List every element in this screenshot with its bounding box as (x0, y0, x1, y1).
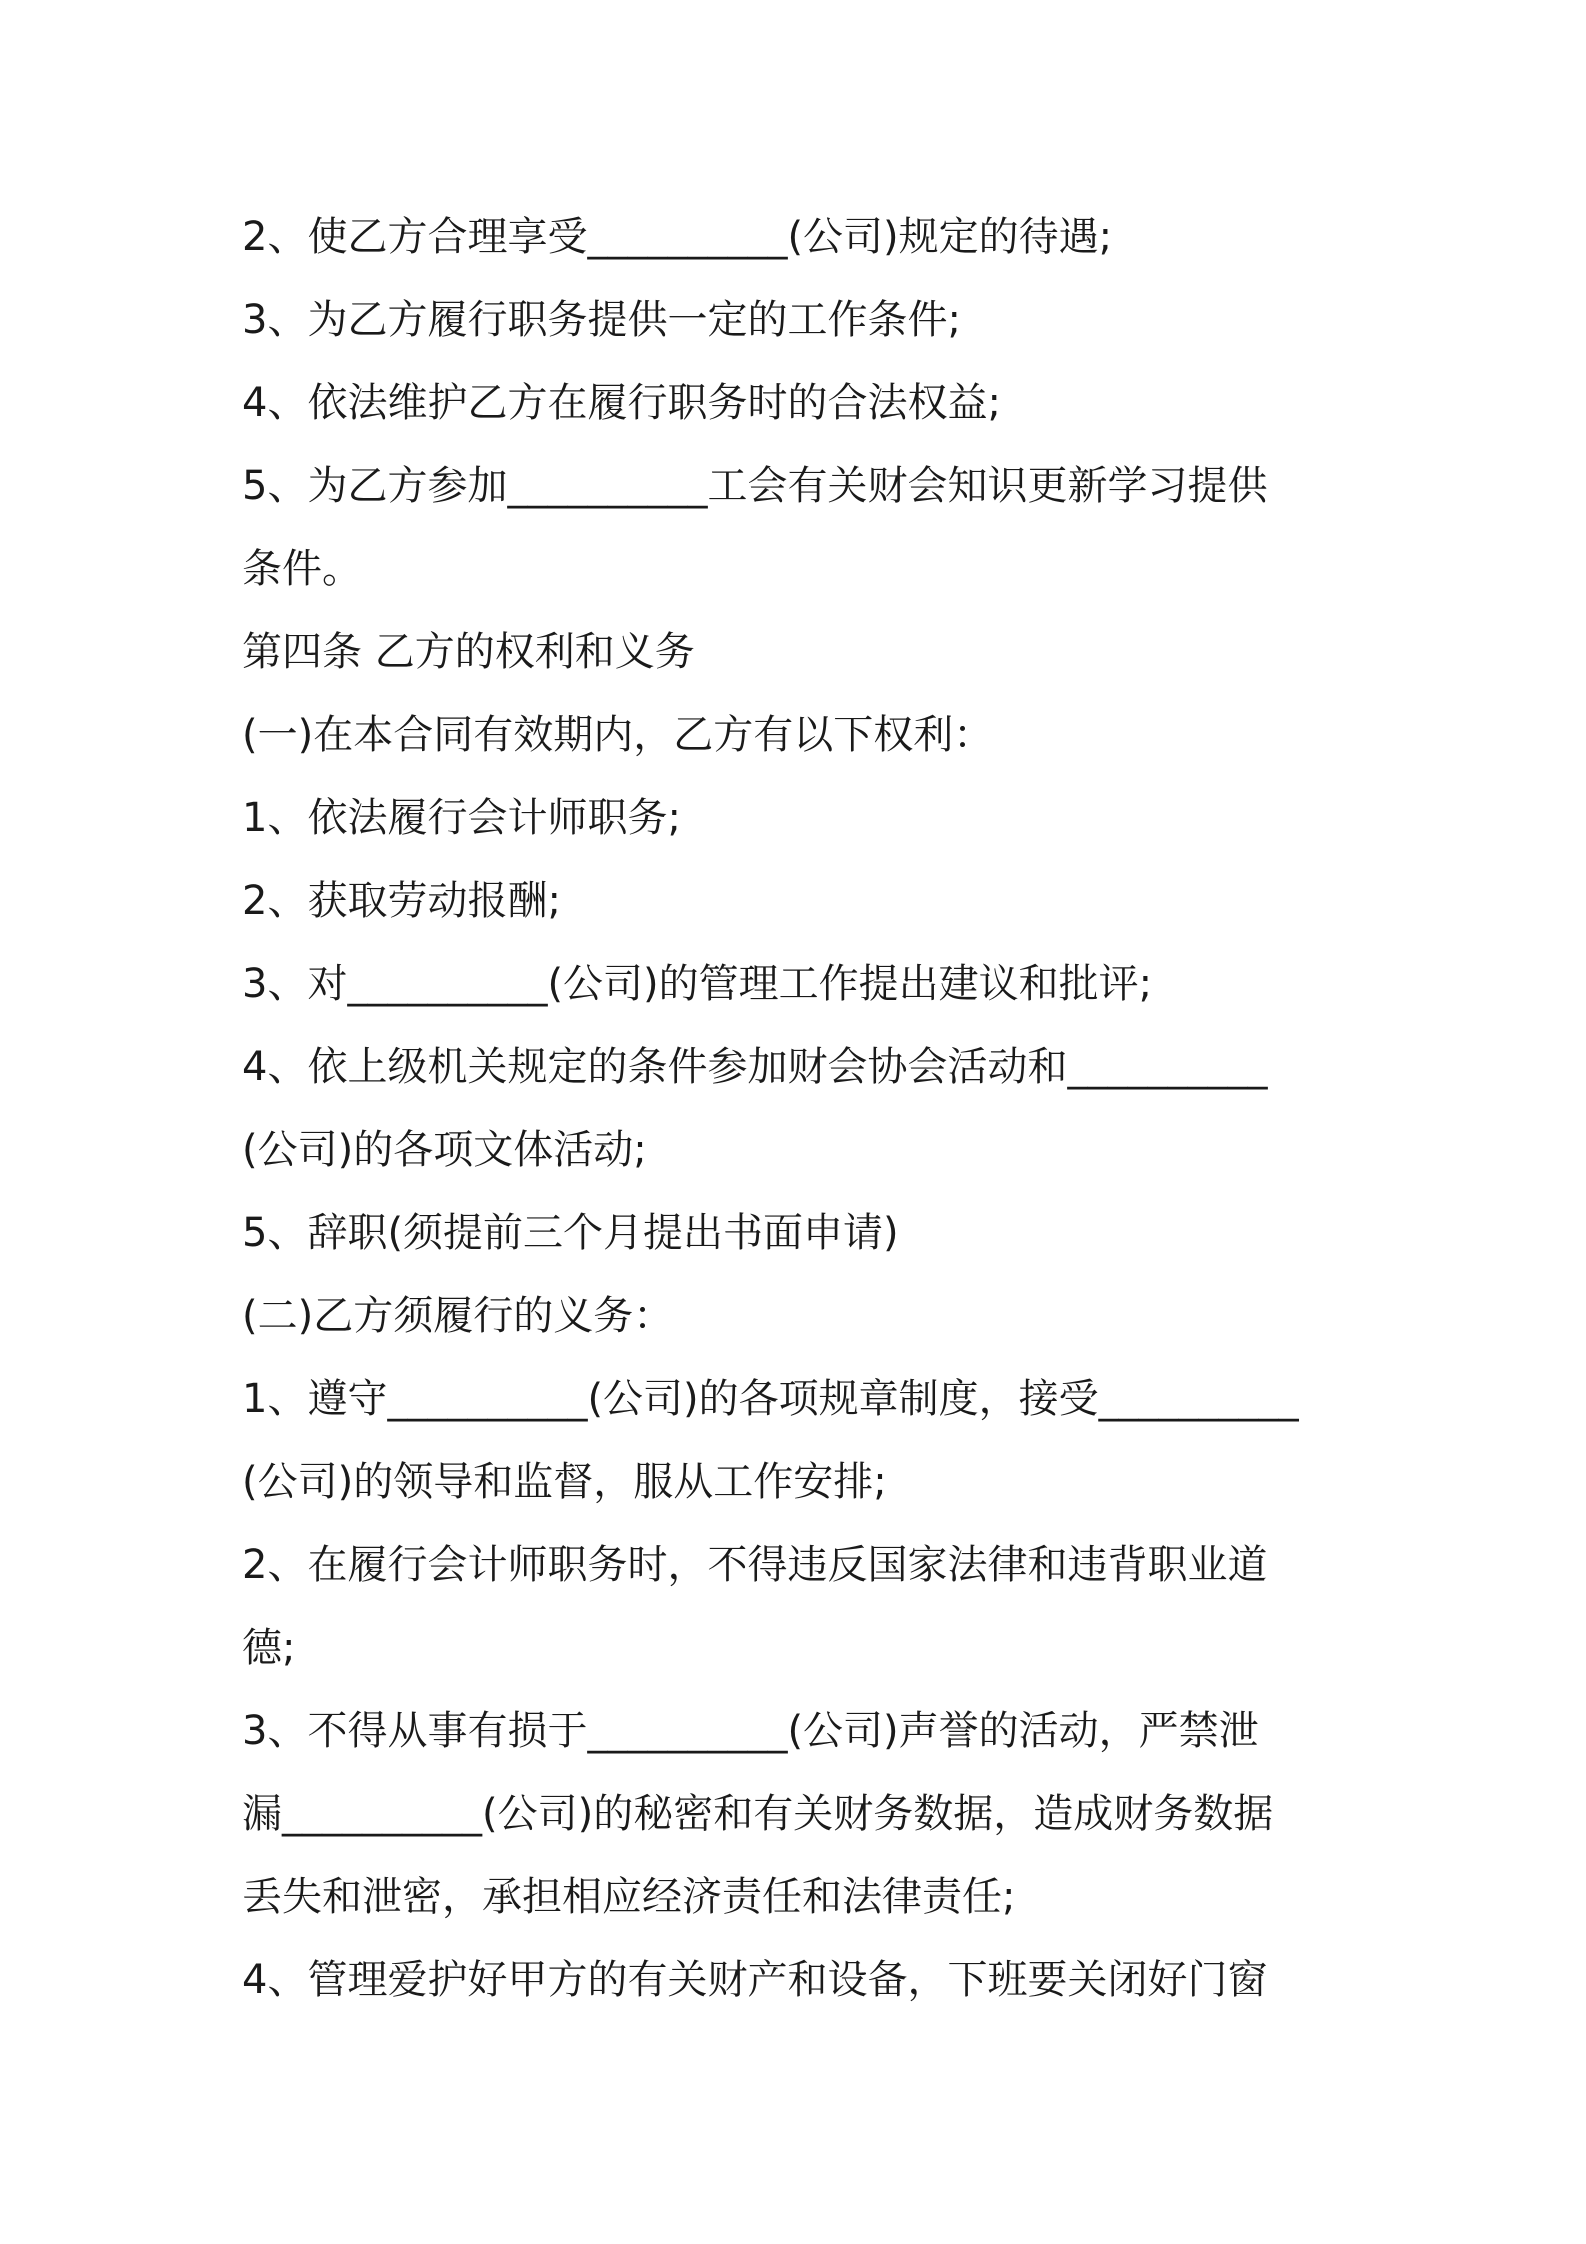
section-heading: 第四条 乙方的权利和义务 (242, 629, 695, 675)
text-line: 2、获取劳动报酬; (242, 878, 561, 924)
text-line: 3、为乙方履行职务提供一定的工作条件; (242, 297, 961, 343)
text-line: 丢失和泄密，承担相应经济责任和法律责任; (242, 1874, 1016, 1920)
text-line: 1、遵守__________(公司)的各项规章制度，接受__________ (242, 1376, 1299, 1422)
text-line: 4、依上级机关规定的条件参加财会协会活动和__________ (242, 1044, 1268, 1090)
text-line: 4、依法维护乙方在履行职务时的合法权益; (242, 380, 1001, 426)
text-line: 德; (242, 1625, 296, 1671)
text-line: (公司)的领导和监督，服从工作安排; (242, 1459, 887, 1505)
text-line: 1、依法履行会计师职务; (242, 795, 681, 841)
text-line: (二)乙方须履行的义务： (242, 1293, 674, 1339)
text-line: 5、辞职(须提前三个月提出书面申请) (242, 1210, 899, 1256)
text-line: 3、对__________(公司)的管理工作提出建议和批评; (242, 961, 1153, 1007)
text-line: 2、使乙方合理享受__________(公司)规定的待遇; (242, 214, 1113, 260)
text-line: 2、在履行会计师职务时，不得违反国家法律和违背职业道 (242, 1542, 1268, 1588)
text-line: 条件。 (242, 546, 362, 592)
text-line: 漏__________(公司)的秘密和有关财务数据，造成财务数据 (242, 1791, 1274, 1837)
text-line: 4、管理爱护好甲方的有关财产和设备，下班要关闭好门窗 (242, 1957, 1268, 2003)
text-line: (一)在本合同有效期内，乙方有以下权利： (242, 712, 994, 758)
text-line: 5、为乙方参加__________工会有关财会知识更新学习提供 (242, 463, 1268, 509)
document-page (242, 196, 1354, 2022)
text-line: (公司)的各项文体活动; (242, 1127, 647, 1173)
text-line: 3、不得从事有损于__________(公司)声誉的活动，严禁泄 (242, 1708, 1259, 1754)
